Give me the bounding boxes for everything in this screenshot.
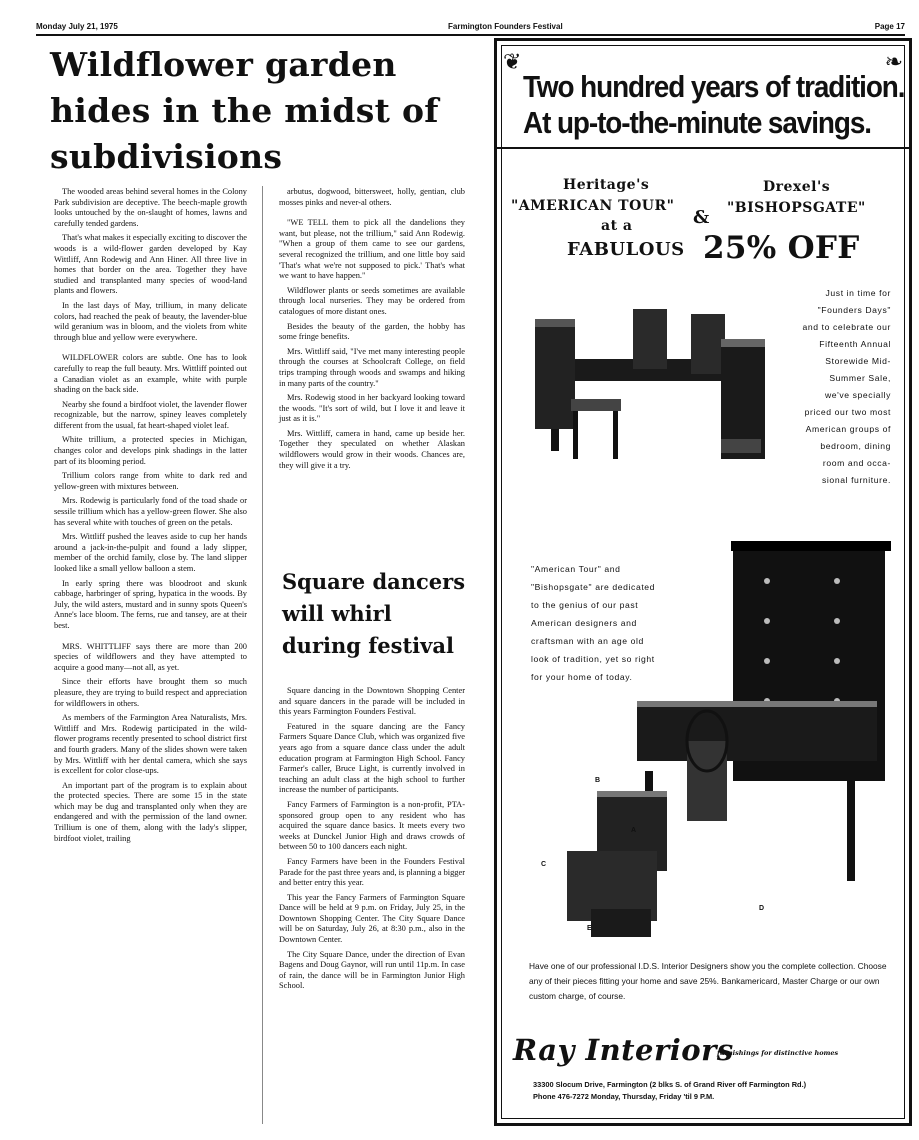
article-paragraph: Since their efforts have brought them so much pleasure, they are trying to build respect and appreciation for wildflowers in others. (54, 677, 247, 708)
article-paragraph: Trillium colors range from white to dark red and yellow-green with mixtures between. (54, 471, 247, 491)
ad-mid-line: "American Tour" and (531, 564, 621, 574)
american-tour-label: "AMERICAN TOUR" (511, 198, 675, 214)
ad-mid-line: look of tradition, yet so right (531, 654, 655, 664)
store-address: 33300 Slocum Drive, Farmington (2 blks S. of Grand River off Farmington Rd.) (533, 1080, 807, 1089)
ad-side-line: American groups of (805, 424, 891, 434)
brand-tagline: furnishings for distinctive homes (717, 1049, 839, 1057)
article-paragraph: Mrs. Wittliff, camera in hand, came up beside her. Together they speculated on whether Alaskan wildflowers would grow in their woods. Chances are, they will give it a try. (279, 428, 465, 470)
label-d: D (759, 905, 765, 912)
ad-mid-line: "Bishopsgate" are dedicated (531, 582, 656, 592)
article-paragraph: In the last days of May, trillium, in many delicate colors, had reached the peak of beauty, the lavender-blue wild geranium was in bloom, and the violets from white through blue and yellow were everywhere. (54, 300, 247, 342)
heritage-label: Heritage's (563, 177, 650, 193)
ad-mid-line: for your home of today. (531, 672, 633, 682)
article-paragraph: MRS. WHITTLIFF says there are more than 200 species of wildflowers and they have attempted to acquire a good many—not all, as yet. (54, 641, 247, 672)
article-paragraph: WILDFLOWER colors are subtle. One has to look carefully to reap the full beauty. Mrs. Wittliff pointed out a Canadian violet as an example, white with purple shading on the back side. (54, 353, 247, 395)
article-paragraph: The wooded areas behind several homes in the Colony Park subdivision are deceptive. The beech-maple growth looks untouched by the on-slaught of homes, lawns and carefully tended gardens. (54, 187, 247, 228)
article-paragraph: Mrs. Rodewig stood in her backyard looking toward the woods. "It's sort of wild, but I love it and leave it just as it is." (279, 393, 465, 424)
ad-side-line: Fifteenth Annual (819, 339, 891, 349)
article-paragraph: As members of the Farmington Area Naturalists, Mrs. Wittliff and Mrs. Rodewig participated in the wild-flower programs recently presented to school district first and fourth graders. Many of the slides shown were taken by Mrs. Wittliff with her dental camera, which she says is excellent for color close-ups. (54, 713, 247, 776)
ad-mid-line: American designers and (531, 618, 637, 628)
ad-divider (497, 147, 909, 149)
article-paragraph: Nearby she found a birdfoot violet, the lavender flower recognizable, but the narrow, spiney leaves completely different from the usual, fat heart-shaped violet leaf. (54, 399, 247, 430)
label-c: C (541, 861, 547, 868)
corner-ornament-icon: ❦ (503, 49, 522, 74)
store-hours: Phone 476-7272 Monday, Thursday, Friday 'til 9 P.M. (533, 1092, 715, 1101)
article-paragraph: Besides the beauty of the garden, the hobby has some fringe benefits. (279, 321, 465, 342)
corner-ornament-icon: ❧ (884, 49, 903, 74)
article-paragraph: The City Square Dance, under the direction of Evan Bagens and Doug Gaynor, will run until 11p.m. In case of rain, the dance will be in Farmington Junior High School. (279, 949, 465, 991)
article-paragraph: Fancy Farmers have been in the Founders Festival Parade for the past three years and, is planning a bigger and better entry this year. (279, 856, 465, 888)
ad-headline-line-1: Two hundred years of tradition. (523, 69, 905, 104)
article-paragraph: Mrs. Rodewig is particularly fond of the toad shade or sessile trillium which has a yellow-green flower. She also has several white with touches of green on the petals. (54, 496, 247, 527)
square-dance-column (279, 686, 465, 996)
ad-side-line: room and occa- (822, 458, 891, 468)
column-divider (262, 186, 263, 1124)
article-paragraph: Mrs. Wittliff said, "I've met many interesting people through the courses at Schoolcraft College, on field trips tramping through woods and swamps and hiking in many parts of the country." (279, 346, 465, 388)
brand-name: Ray Interiors (513, 1033, 734, 1067)
fabulous-label: FABULOUS (567, 239, 685, 260)
ad-side-line: Storewide Mid- (825, 356, 891, 366)
header-section: Farmington Founders Festival (448, 22, 563, 31)
article-paragraph: Square dancing in the Downtown Shopping Center and square dancers in the parade will be included in this years Farmington Founders Festival. (279, 686, 465, 717)
ad-headline (523, 69, 904, 141)
bishopsgate-label: "BISHOPSGATE" (727, 200, 866, 216)
ad-side-line: Summer Sale, (829, 373, 891, 383)
square-dance-headline: Square dancers will whirl during festival (282, 569, 466, 658)
article-paragraph: arbutus, dogwood, bittersweet, holly, gentian, club mosses pinks and never-al others. (279, 187, 465, 207)
wildflower-headline: Wildflower garden hides in the midst of subdivisions (50, 45, 439, 176)
label-a: A (631, 827, 637, 834)
article-paragraph: In early spring there was bloodroot and skunk cabbage, harbringer of spring, hypatica in the woods. By July, the wild asters, mustard and in sunny spots Queen's Anne's lace bloom. The ferns, rue and tansey, are at their best. (54, 578, 247, 630)
ad-side-line: priced our two most (804, 407, 891, 417)
ad-side-line: Just in time for (825, 288, 891, 298)
wildflower-column-1 (54, 187, 247, 848)
header-page-number: Page 17 (874, 22, 905, 31)
article-paragraph: That's what makes it especially exciting to discover the woods is a wild-flower garden developed by Kay Wittliff, Ann Rodewig and Ann Hiner. All three live in homes that border on the area. Together they have studied and transplanted many species of wood-land plants and flowers. (54, 233, 247, 296)
bedroom-set-illustration (537, 541, 897, 941)
article-paragraph: An important part of the program is to explain about the protected species. There are some 15 in the state which may be dug and transplanted only when they are endangered and with the permission of the land owner. Trillium is one of them, along with the lady's slipper, birdfoot violet, trailing (54, 780, 247, 843)
store-contact (533, 1079, 806, 1103)
ad-mid-line: craftsman with an age old (531, 636, 644, 646)
header-date: Monday July 21, 1975 (36, 22, 118, 31)
article-paragraph: Mrs. Wittliff pushed the leaves aside to cup her hands around a jack-in-the-pulpit and found a lady slipper, member of the orchid family, close by. The land slipper looked like a small yellow balloon a stem. (54, 532, 247, 573)
ad-side-line: and to celebrate our (802, 322, 891, 332)
ad-headline-line-2: At up-to-the-minute savings. (523, 105, 871, 140)
ad-side-line: sional furniture. (822, 475, 891, 485)
article-paragraph: "WE TELL them to pick all the dandelions they want, but please, not the trillium," said Ann Rodewig. "When a group of them came to see our gardens, several recognized the trillium, and one little boy said 'That's what we're not supposed to pick.' That's what we want to have happen." (279, 218, 465, 281)
ad-mid-line: to the genius of our past (531, 600, 639, 610)
ad-side-line: "Founders Days" (817, 305, 891, 315)
label-b: B (595, 777, 601, 784)
label-e: E (587, 925, 593, 932)
article-paragraph: White trillium, a protected species in Michigan, changes color and develops pink shadings in the latter part of its blooming period. (54, 435, 247, 466)
wildflower-column-2 (279, 187, 465, 475)
ampersand: & (693, 207, 710, 228)
ad-fine-print: Have one of our professional I.D.S. Interior Designers show you the complete collection. Choose any of their pieces fitting your home and save 25%. Bankamericard, Master Charge or our own custom charge, of course. (529, 961, 887, 1001)
article-paragraph: Featured in the square dancing are the Fancy Farmers Square Dance Club, which was organized five years ago from a square dance class under the adult education program at Farmington High School. Fancy Farmer's caller, Bruce Light, is currently involved in teaching an adult class at the high school to further increase the number of participants. (279, 721, 465, 795)
article-paragraph: Wildflower plants or seeds sometimes are available through local nurseries. They may be ordered from catalogues of more distant ones. (279, 285, 465, 316)
ray-interiors-advertisement (494, 38, 912, 1126)
ad-side-text (781, 285, 891, 489)
ad-side-line: bedroom, dining (820, 441, 891, 451)
discount-label: 25% OFF (703, 230, 860, 266)
at-a-label: at a (601, 218, 633, 234)
drexel-label: Drexel's (763, 179, 831, 195)
page-header (36, 20, 905, 36)
article-paragraph: This year the Fancy Farmers of Farmington Square Dance will be held at 9 p.m. on Friday, July 25, in the Downtown Shopping Center. The City Square Dance will be on Saturday, July 26, at 8:30 p.m., also in the Downtown Center. (279, 892, 465, 945)
ad-side-line: we've specially (824, 390, 891, 400)
article-paragraph: Fancy Farmers of Farmington is a non-profit, PTA-sponsored group open to any resident who has acquired the square dance basics. It meets every two weeks at Dunckel Junior High and draws crowds of between 50 to 100 dancers each night. (279, 799, 465, 852)
dining-set-illustration (521, 289, 783, 489)
